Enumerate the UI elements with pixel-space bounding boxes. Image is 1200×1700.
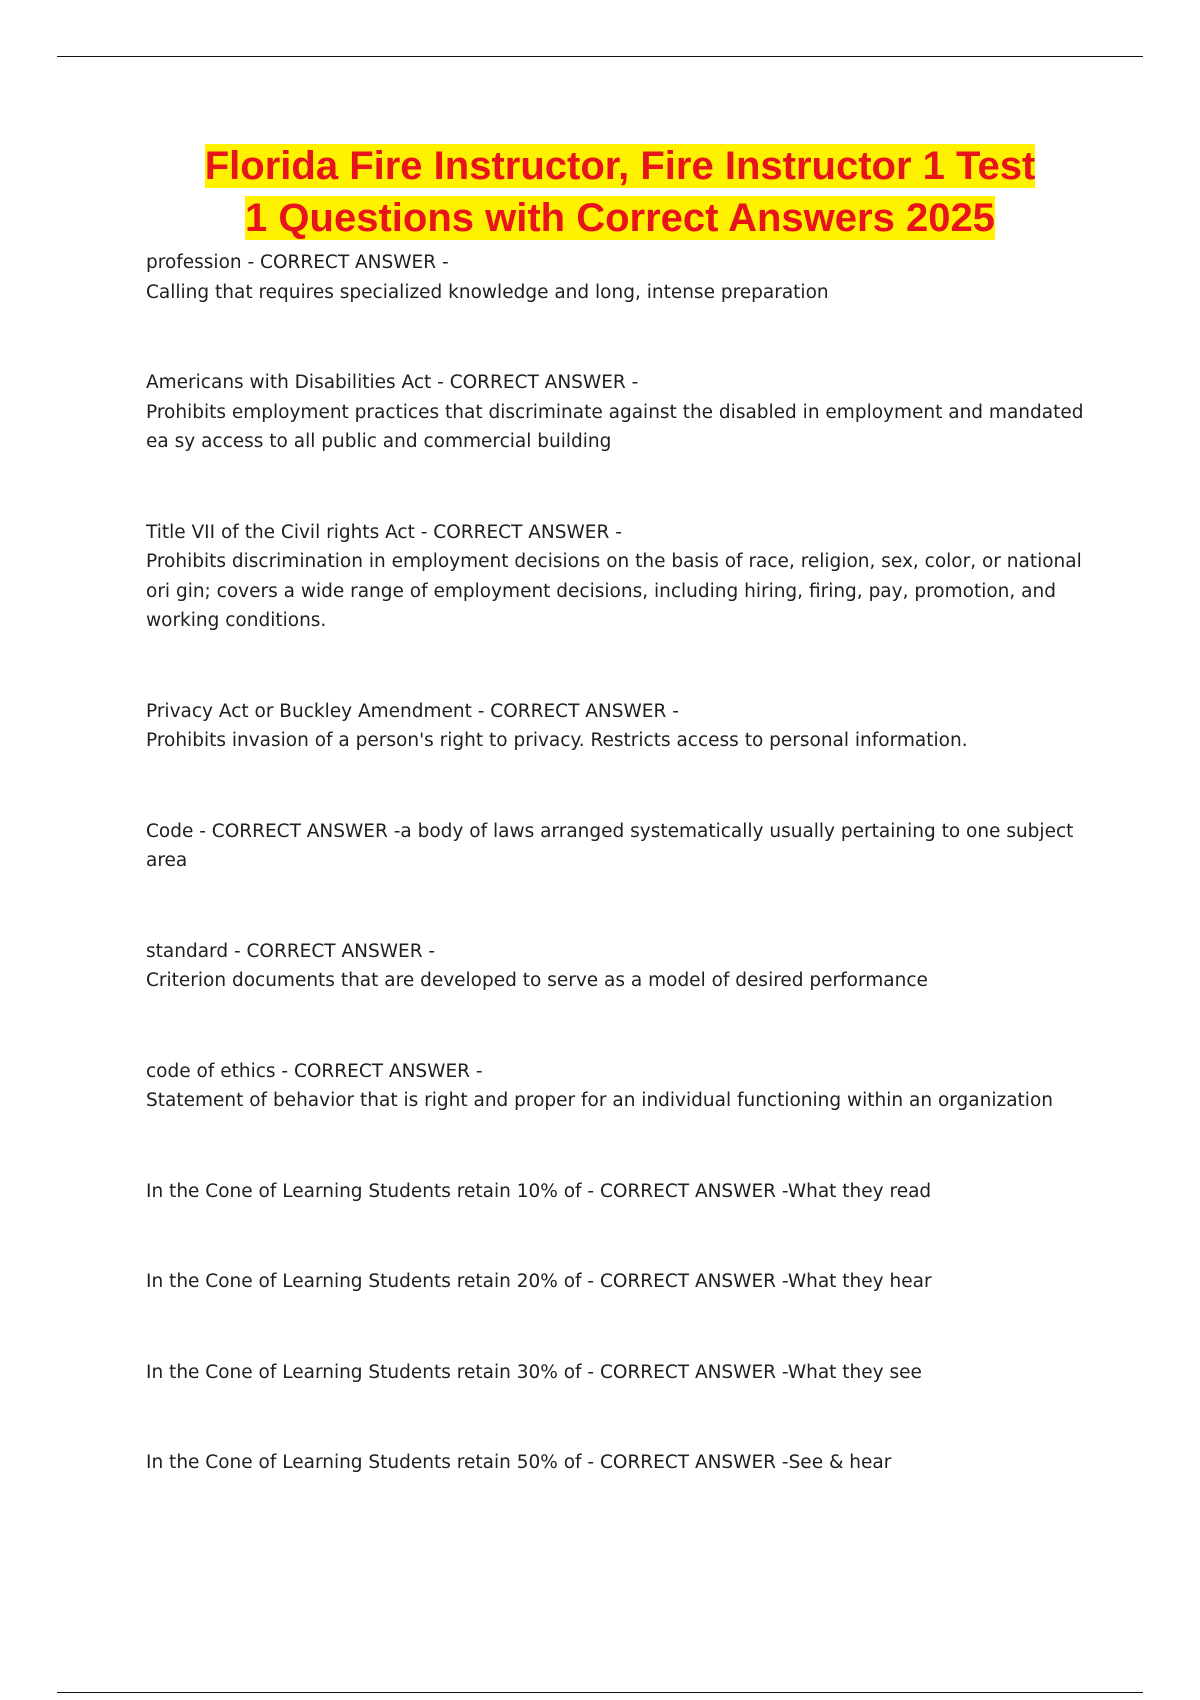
question-text: In the Cone of Learning Students retain 20% of - CORRECT ANSWER -What they hear xyxy=(146,1271,932,1292)
qa-entry xyxy=(146,937,1091,996)
qa-entry xyxy=(146,1448,1091,1478)
question-text: In the Cone of Learning Students retain 30% of - CORRECT ANSWER -What they see xyxy=(146,1361,922,1383)
answer-text: Prohibits employment practices that discriminate against the disabled in employment and mandated ea sy access to all public and commercial building xyxy=(146,401,1084,452)
answer-text: Prohibits discrimination in employment decisions on the basis of race, religion, sex, color, or national ori gin; covers a wide range of employment decisions, including hiring, firing, pay, promotion, and working conditions. xyxy=(146,551,1082,631)
question-text: Title VII of the Civil rights Act - CORRECT ANSWER - xyxy=(146,521,622,543)
title-line-2: 1 Questions with Correct Answers 2025 xyxy=(245,196,995,240)
answer-text: Criterion documents that are developed to serve as a model of desired performance xyxy=(146,970,928,991)
top-rule xyxy=(57,56,1143,57)
document-title xyxy=(140,140,1100,244)
qa-entry xyxy=(146,1177,1091,1207)
question-text: code of ethics - CORRECT ANSWER - xyxy=(146,1060,483,1082)
qa-entry xyxy=(146,1358,1091,1388)
question-text: In the Cone of Learning Students retain 50% of - CORRECT ANSWER -See & hear xyxy=(146,1452,892,1473)
answer-text: Statement of behavior that is right and proper for an individual functioning within an organization xyxy=(146,1090,1053,1111)
answer-text: Prohibits invasion of a person's right to privacy. Restricts access to personal information. xyxy=(146,730,968,751)
question-text: profession - CORRECT ANSWER - xyxy=(146,252,449,273)
qa-entry xyxy=(146,817,1091,876)
question-text: Code - CORRECT ANSWER -a body of laws arranged systematically usually pertaining to one subject area xyxy=(146,820,1074,871)
question-text: Privacy Act or Buckley Amendment - CORRECT ANSWER - xyxy=(146,700,679,722)
qa-list xyxy=(146,248,1091,1478)
qa-entry xyxy=(146,368,1091,457)
question-text: standard - CORRECT ANSWER - xyxy=(146,940,436,962)
question-text: In the Cone of Learning Students retain 10% of - CORRECT ANSWER -What they read xyxy=(146,1180,932,1202)
qa-entry xyxy=(146,697,1091,756)
bottom-rule xyxy=(57,1692,1143,1693)
answer-text: Calling that requires specialized knowledge and long, intense preparation xyxy=(146,281,829,303)
qa-entry xyxy=(146,248,1091,307)
question-text: Americans with Disabilities Act - CORRECT ANSWER - xyxy=(146,372,639,393)
qa-entry xyxy=(146,1267,1091,1297)
title-line-1: Florida Fire Instructor, Fire Instructor 1 Test xyxy=(204,144,1036,188)
qa-entry xyxy=(146,1057,1091,1116)
qa-entry xyxy=(146,518,1091,636)
